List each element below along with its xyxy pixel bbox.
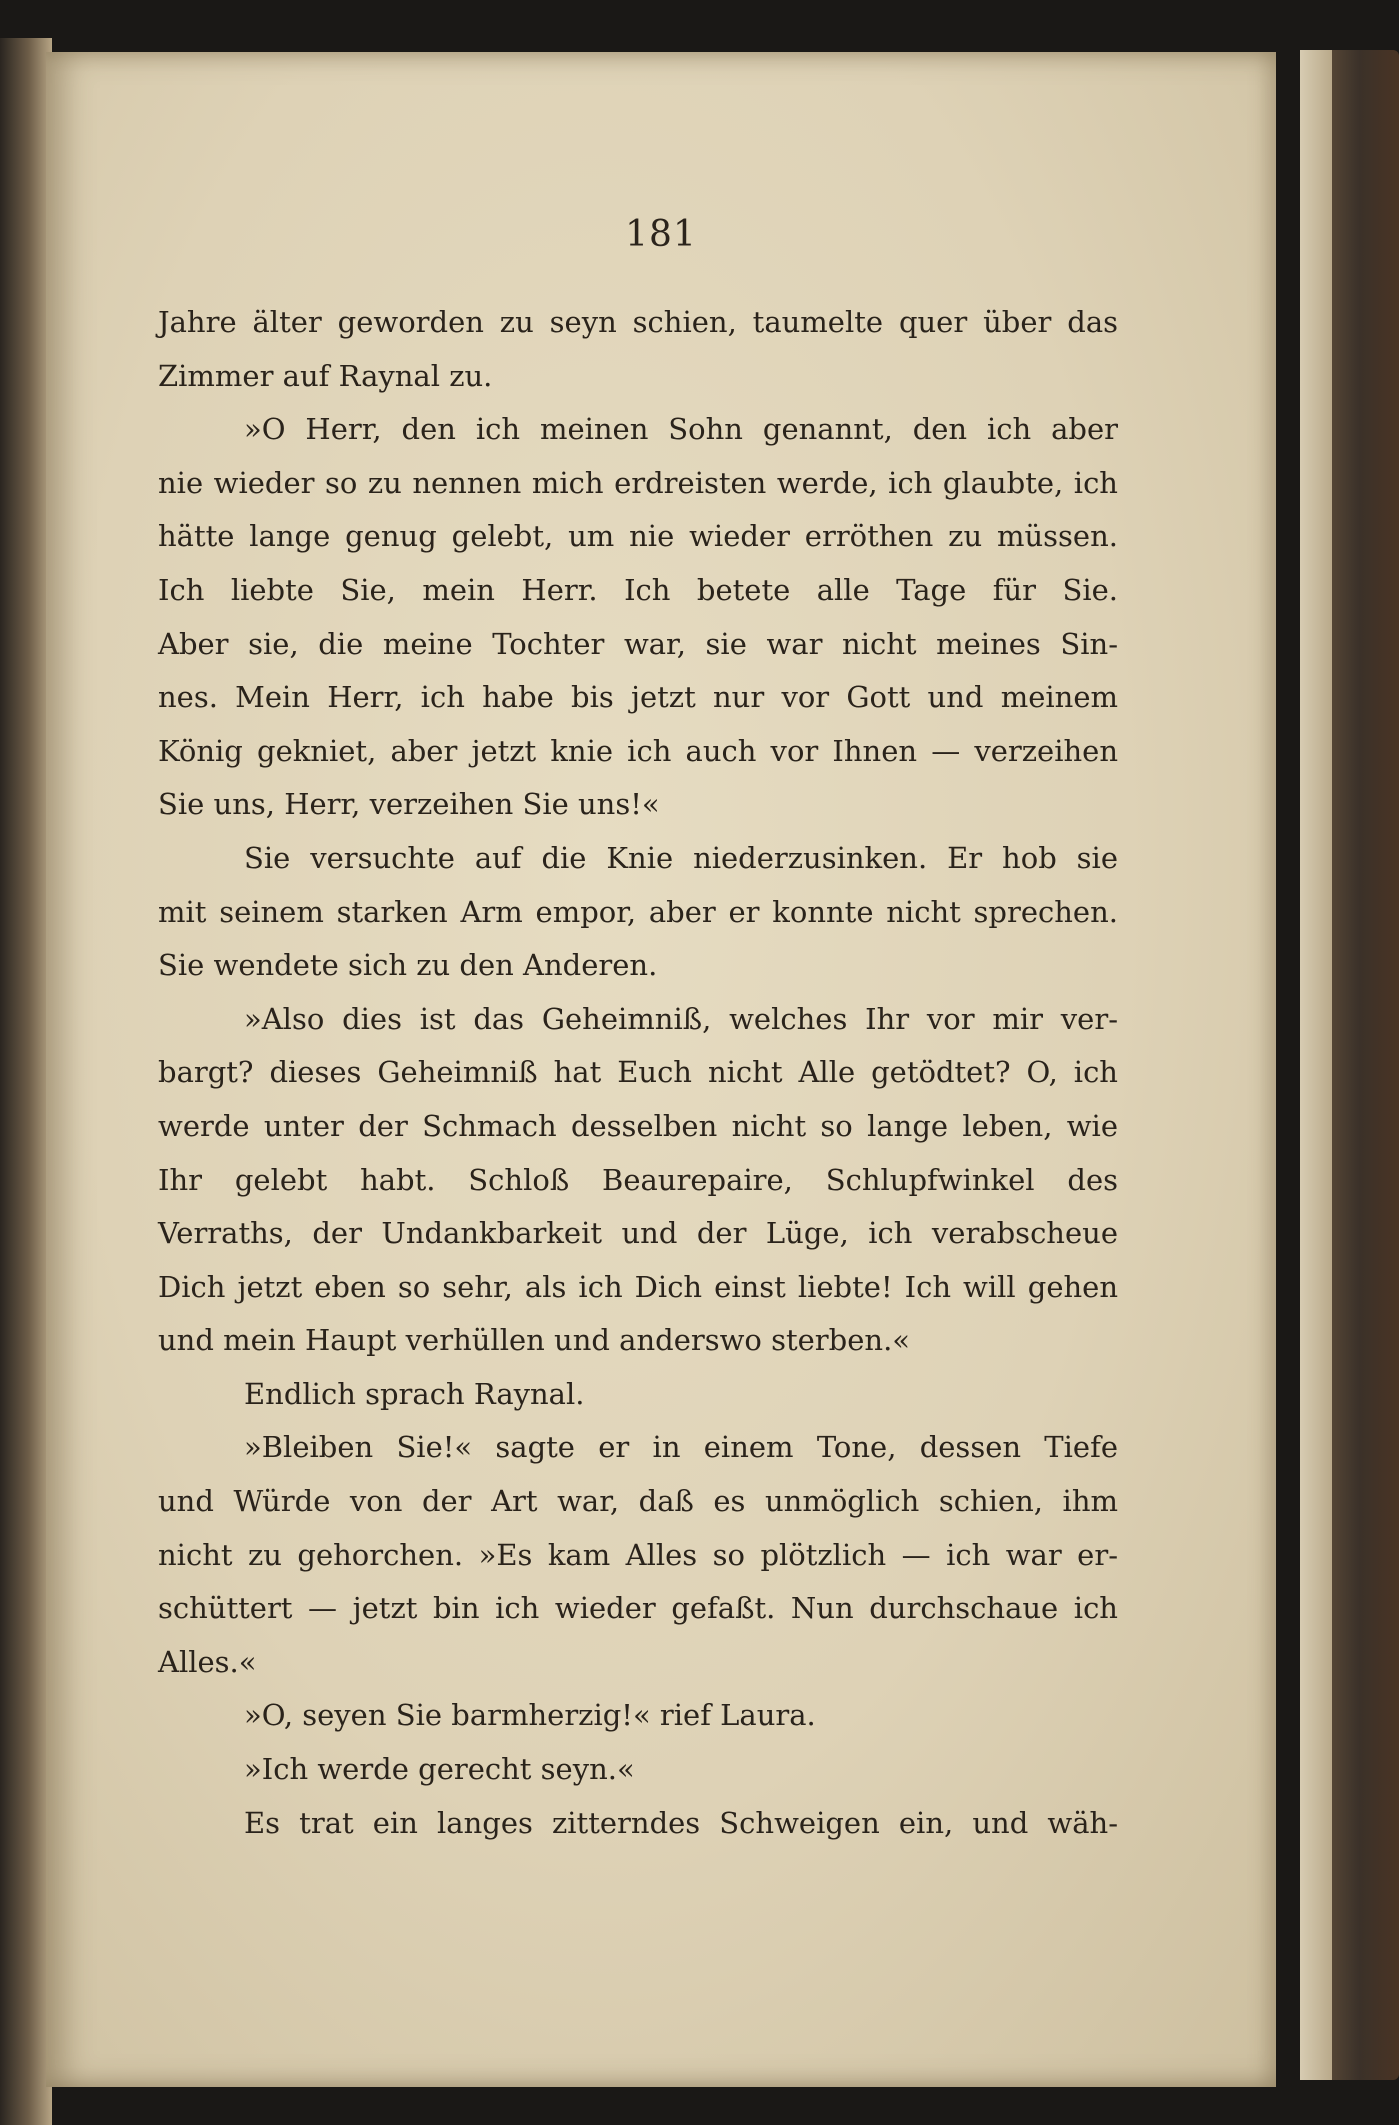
- book-page: [46, 52, 1276, 2087]
- body-text: [158, 296, 1118, 1850]
- text-line: bargt? dieses Geheimniß hat Euch nicht Alle getödtet? O, ich: [158, 1055, 1118, 1090]
- text-line: Sie uns, Herr, verzeihen Sie uns!«: [158, 787, 660, 822]
- text-line: schüttert — jetzt bin ich wieder gefaßt. Nun durchschaue ich: [158, 1591, 1118, 1626]
- text-line: »Bleiben Sie!« sagte er in einem Tone, dessen Tiefe: [244, 1430, 1118, 1465]
- text-line: Aber sie, die meine Tochter war, sie war nicht meines Sin-: [158, 626, 1118, 661]
- text-line: Ihr gelebt habt. Schloß Beaurepaire, Schlupfwinkel des: [158, 1162, 1118, 1197]
- text-line: nes. Mein Herr, ich habe bis jetzt nur vor Gott und meinem: [158, 680, 1118, 715]
- text-line: Sie versuchte auf die Knie niederzusinken. Er hob sie: [244, 840, 1118, 875]
- text-line: und Würde von der Art war, daß es unmöglich schien, ihm: [158, 1484, 1118, 1519]
- text-line: und mein Haupt verhüllen und anderswo sterben.«: [158, 1323, 911, 1358]
- text-line: Endlich sprach Raynal.: [244, 1376, 585, 1411]
- text-line: hätte lange genug gelebt, um nie wieder erröthen zu müssen.: [158, 519, 1118, 554]
- page-number: 181: [625, 214, 697, 255]
- text-line: Verraths, der Undankbarkeit und der Lüge, ich verabscheue: [158, 1216, 1118, 1251]
- text-line: Alles.«: [158, 1644, 257, 1679]
- text-line: Sie wendete sich zu den Anderen.: [158, 948, 658, 983]
- book-spine: [0, 38, 52, 2125]
- text-line: nie wieder so zu nennen mich erdreisten werde, ich glaubte, ich: [158, 465, 1118, 500]
- text-line: »O Herr, den ich meinen Sohn genannt, den ich aber: [244, 412, 1118, 447]
- book-cover-edge: [1300, 50, 1399, 2080]
- text-line: Ich liebte Sie, mein Herr. Ich betete alle Tage für Sie.: [158, 572, 1118, 607]
- page-edges: [1300, 50, 1332, 2080]
- text-line: werde unter der Schmach desselben nicht so lange leben, wie: [158, 1108, 1118, 1143]
- text-line: »Ich werde gerecht seyn.«: [244, 1752, 635, 1787]
- text-line: Dich jetzt eben so sehr, als ich Dich einst liebte! Ich will gehen: [158, 1269, 1118, 1304]
- text-line: Jahre älter geworden zu seyn schien, taumelte quer über das: [158, 305, 1118, 339]
- text-line: »Also dies ist das Geheimniß, welches Ihr vor mir ver-: [244, 1001, 1118, 1036]
- text-line: »O, seyen Sie barmherzig!« rief Laura.: [244, 1698, 816, 1733]
- text-line: nicht zu gehorchen. »Es kam Alles so plötzlich — ich war er-: [158, 1537, 1118, 1572]
- text-line: Zimmer auf Raynal zu.: [158, 358, 493, 393]
- text-line: Es trat ein langes zitterndes Schweigen ein, und wäh-: [244, 1805, 1118, 1840]
- text-line: König gekniet, aber jetzt knie ich auch vor Ihnen — verzeihen: [158, 733, 1118, 768]
- text-line: mit seinem starken Arm empor, aber er konnte nicht sprechen.: [158, 894, 1118, 929]
